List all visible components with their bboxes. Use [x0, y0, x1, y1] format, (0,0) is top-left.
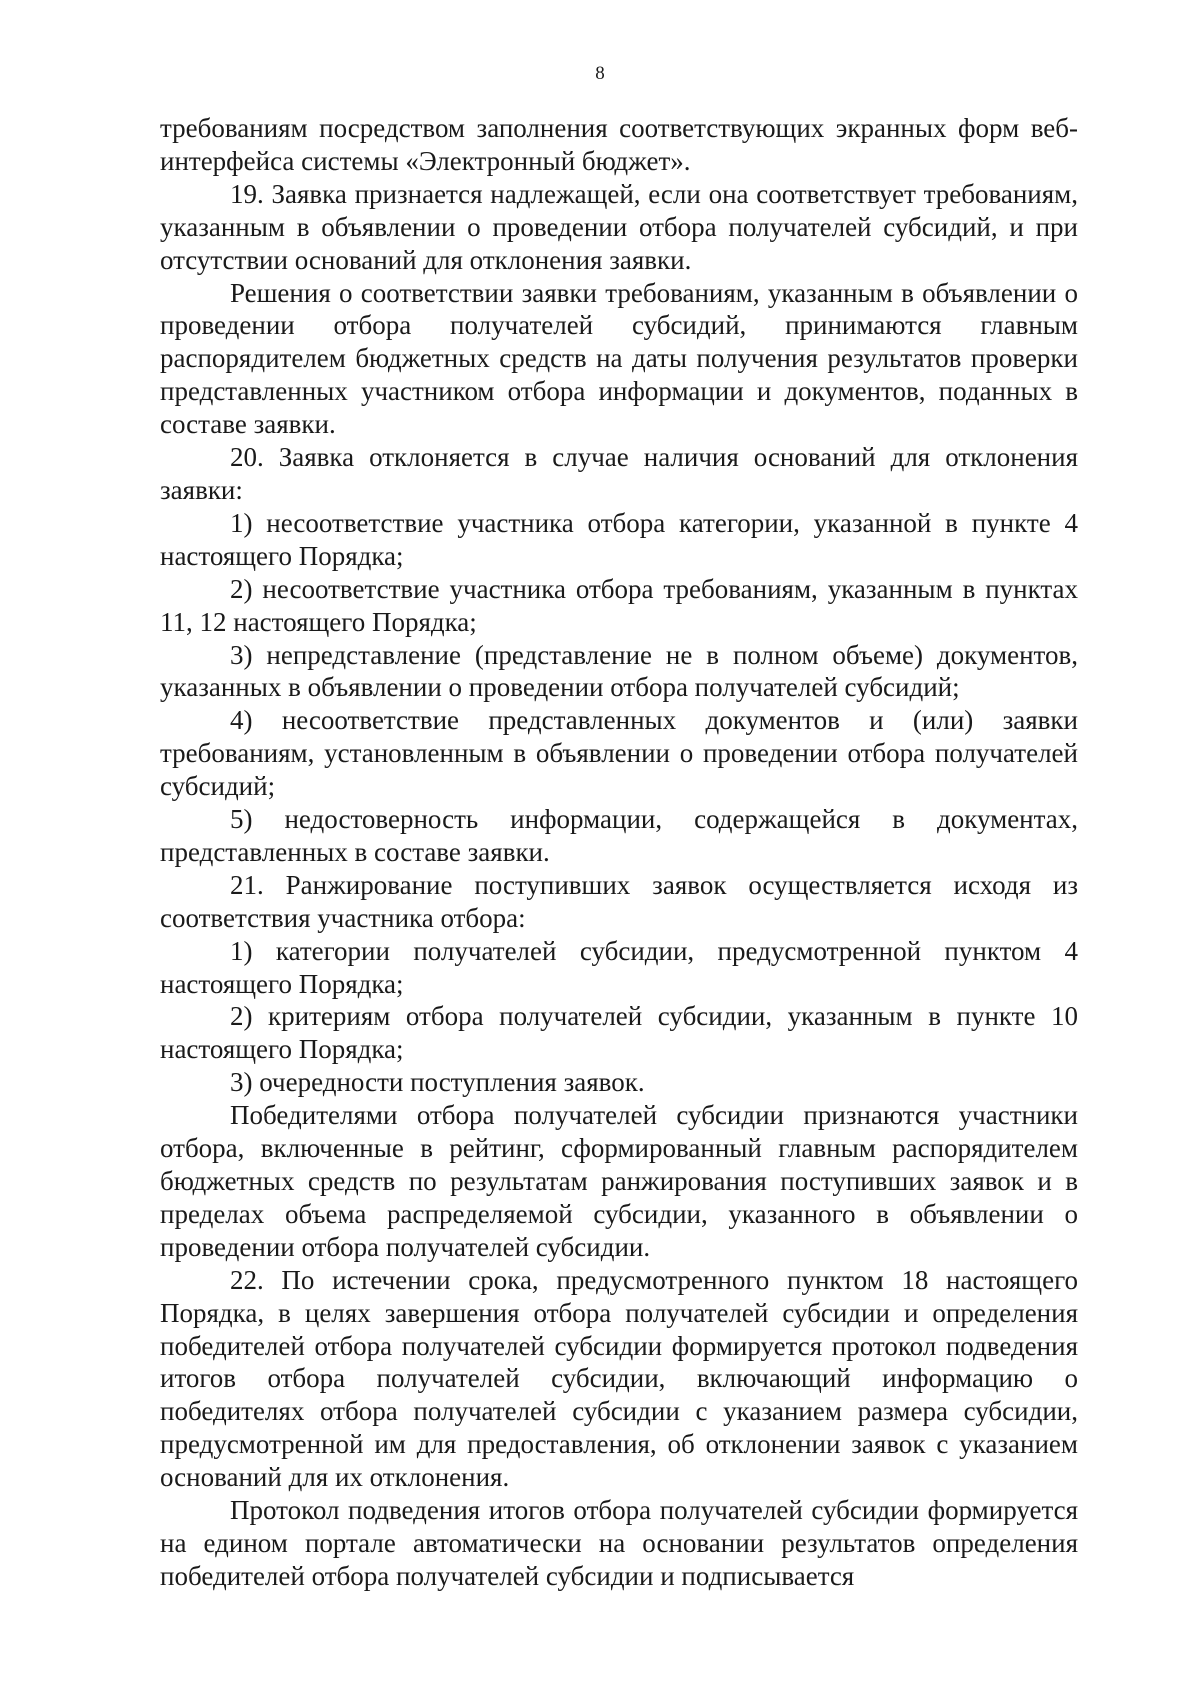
paragraph-20: 20. Заявка отклоняется в случае наличия оснований для отклонения заявки:: [160, 442, 1078, 505]
list-item-20-3: 3) непредставление (представление не в полном объеме) документов, указанных в объявлении о проведении отбора получателей субсидий;: [160, 639, 1078, 703]
list-item-21-2: 2) критериям отбора получателей субсидии, указанным в пункте 10 настоящего Порядка;: [160, 1001, 1078, 1065]
paragraph-22-protocol: Протокол подведения итогов отбора получателей субсидии формируется на едином портале автоматически на основании результатов определения победителей отбора получателей субсидии и подписывается: [160, 1495, 1078, 1591]
list-item-20-5: 5) недостоверность информации, содержащейся в документах, представленных в составе заявки.: [160, 804, 1078, 867]
list-item-21-3: 3) очередности поступления заявок.: [230, 1067, 645, 1098]
paragraph-21-winners: Победителями отбора получателей субсидии признаются участники отбора, включенные в рейтинг, сформированный главным распорядителем бюджетных средств по результатам ранжирования поступивших заявок и в пределах объема распределяемой субсидии, указанного в объявлении о проведении отбора получателей субсидии.: [160, 1100, 1078, 1262]
paragraph-21: 21. Ранжирование поступивших заявок осуществляется исходя из соответствия участника отбора:: [160, 869, 1078, 933]
page-number: 8: [595, 63, 605, 84]
list-item-20-1: 1) несоответствие участника отбора категории, указанной в пункте 4 настоящего Порядка;: [160, 507, 1078, 571]
paragraph-19: 19. Заявка признается надлежащей, если она соответствует требованиям, указанным в объявлении о проведении отбора получателей субсидий, и при отсутствии оснований для отклонения заявки.: [160, 178, 1078, 275]
list-item-21-1: 1) категории получателей субсидии, предусмотренной пунктом 4 настоящего Порядка;: [160, 935, 1078, 999]
paragraph-continuation: требованиям посредством заполнения соответствующих экранных форм веб-интерфейса системы «Электронный бюджет».: [160, 113, 1078, 176]
list-item-20-4: 4) несоответствие представленных документов и (или) заявки требованиям, установленным в объявлении о проведении отбора получателей субсидий;: [160, 705, 1078, 802]
paragraph-19-decisions: Решения о соответствии заявки требованиям, указанным в объявлении о проведении отбора получателей субсидий, принимаются главным распорядителем бюджетных средств на даты получения результатов проверки представленных участником отбора информации и документов, поданных в составе заявки.: [160, 277, 1078, 440]
document-body: [160, 112, 1078, 1593]
paragraph-22: 22. По истечении срока, предусмотренного пунктом 18 настоящего Порядка, в целях завершения отбора получателей субсидии и определения победителей отбора получателей субсидии формируется протокол подведения итогов отбора получателей субсидии, включающий информацию о победителях отбора получателей субсидии с указанием размера субсидии, предусмотренной им для предоставления, об отклонении заявок с указанием оснований для их отклонения.: [160, 1264, 1078, 1493]
list-item-20-2: 2) несоответствие участника отбора требованиям, указанным в пунктах 11, 12 настоящего Порядка;: [160, 573, 1078, 637]
